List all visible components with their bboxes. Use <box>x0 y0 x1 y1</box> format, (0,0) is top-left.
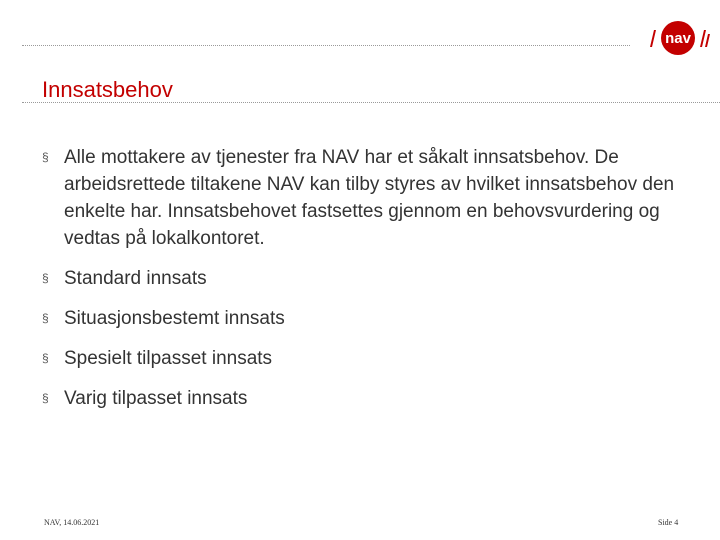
bullet-marker: § <box>42 311 49 325</box>
bullet-text: Alle mottakere av tjenester fra NAV har et såkalt innsatsbehov. De arbeidsrettede tiltakene NAV kan tilby styres av hvilket innsatsbehov den enkelte har. Innsatsbehovet fastsettes gjennom en behovsvurdering og vedtas på lokalkontoret. <box>64 147 675 249</box>
bullet-marker: § <box>42 271 49 285</box>
bullet-item <box>42 385 692 412</box>
bullet-text: Varig tilpasset innsats <box>64 388 248 409</box>
footer-page-number: Side 4 <box>658 518 679 527</box>
bullet-marker: § <box>42 391 49 405</box>
bullet-text: Situasjonsbestemt innsats <box>64 308 285 329</box>
bullet-item <box>42 265 692 292</box>
bullet-text: Standard innsats <box>64 268 207 289</box>
header-divider <box>22 45 630 46</box>
nav-logo-icon <box>648 20 710 56</box>
bullet-item <box>42 305 692 332</box>
title-divider <box>22 102 720 103</box>
logo-text: nav <box>665 30 691 47</box>
bullet-list <box>42 144 692 425</box>
footer-date: NAV, 14.06.2021 <box>44 518 100 527</box>
bullet-marker: § <box>42 150 49 164</box>
bullet-item <box>42 345 692 372</box>
bullet-item <box>42 144 692 252</box>
bullet-text: Spesielt tilpasset innsats <box>64 348 273 369</box>
bullet-marker: § <box>42 351 49 365</box>
page-title: Innsatsbehov <box>42 77 173 102</box>
